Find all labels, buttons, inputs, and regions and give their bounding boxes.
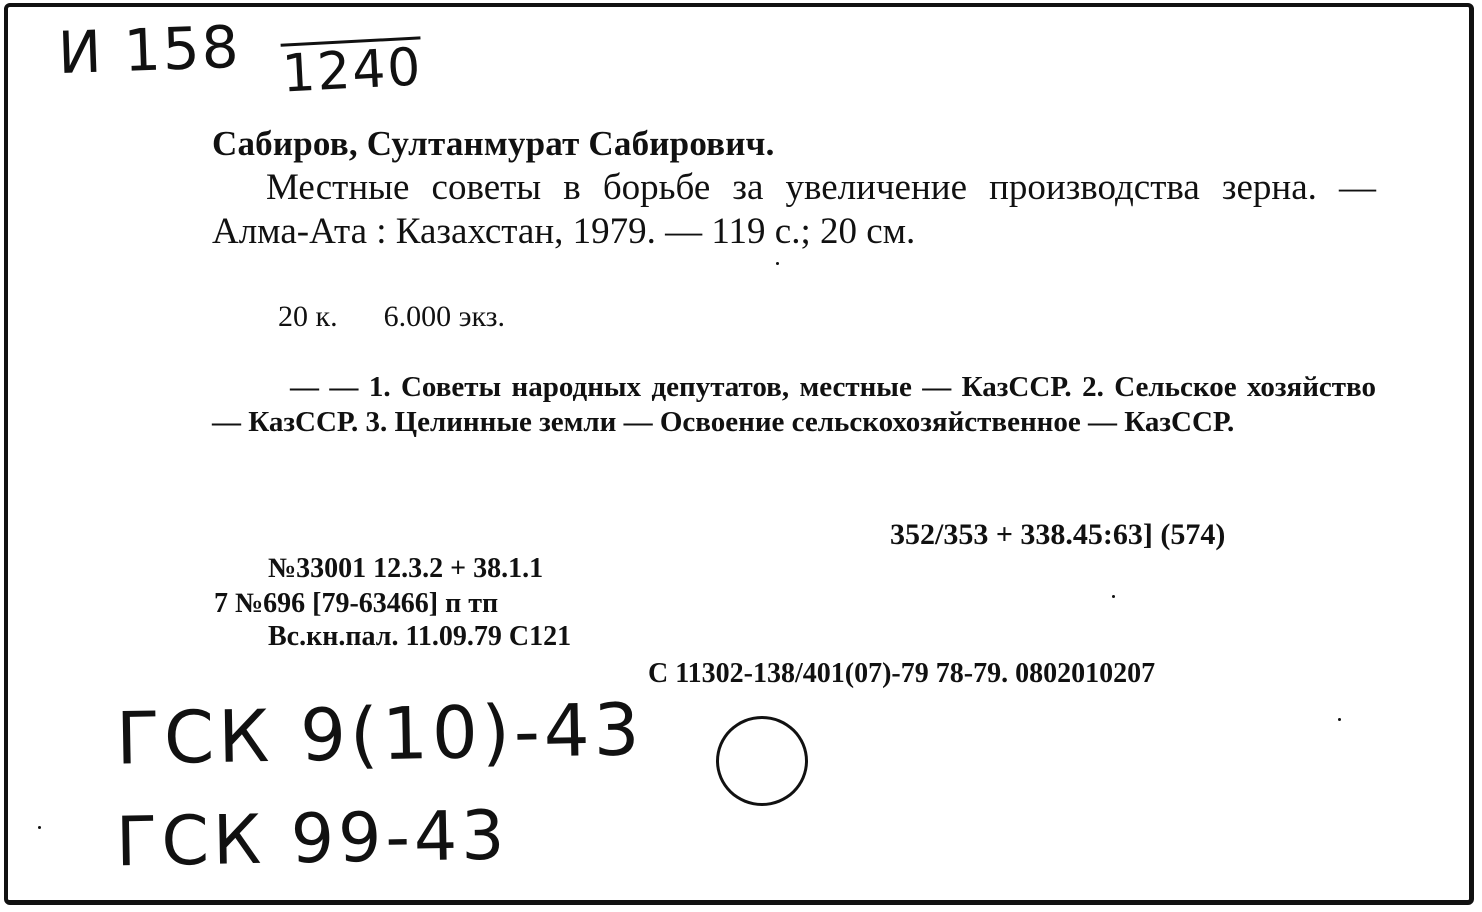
handwritten-shelf-code-2: ГСК 99-43 <box>115 796 510 883</box>
price-line <box>278 300 505 334</box>
handwritten-call-number: И 158 <box>56 12 242 88</box>
price: 20 к. <box>278 300 338 333</box>
speck-mark <box>776 262 779 265</box>
subject-headings: — — 1. Советы народных депутатов, местные — КазССР. 2. Сельское хозяйство — КазССР. 3. Целинные земли — Освоение сельскохозяйственное — КазССР. <box>212 371 1376 438</box>
handwritten-circle-mark <box>716 716 808 806</box>
speck-mark <box>1338 718 1341 721</box>
author-heading: Сабиров, Султанмурат Сабирович. <box>212 124 775 163</box>
bbk-line: №33001 12.3.2 + 38.1.1 <box>268 553 544 584</box>
udc-code: 352/353 + 338.45:63] (574) <box>890 518 1226 551</box>
chamber-line: Вс.кн.пал. 11.09.79 С121 <box>268 621 572 652</box>
registration-line: 7 №696 [79-63466] п тп <box>214 588 499 619</box>
speck-mark <box>38 826 41 829</box>
publisher-code-line: С 11302-138/401(07)-79 78-79. 0802010207 <box>648 658 1156 689</box>
handwritten-shelf-code-1: ГСК 9(10)-43 <box>115 687 645 781</box>
speck-mark <box>1112 595 1115 598</box>
print-run: 6.000 экз. <box>383 300 505 333</box>
title-imprint: Местные советы в борьбе за увеличение производства зерна. — Алма-Ата : Казахстан, 1979. — 119 с.; 20 см. <box>212 167 1376 252</box>
handwritten-call-number-sub: 1240 <box>280 37 424 105</box>
